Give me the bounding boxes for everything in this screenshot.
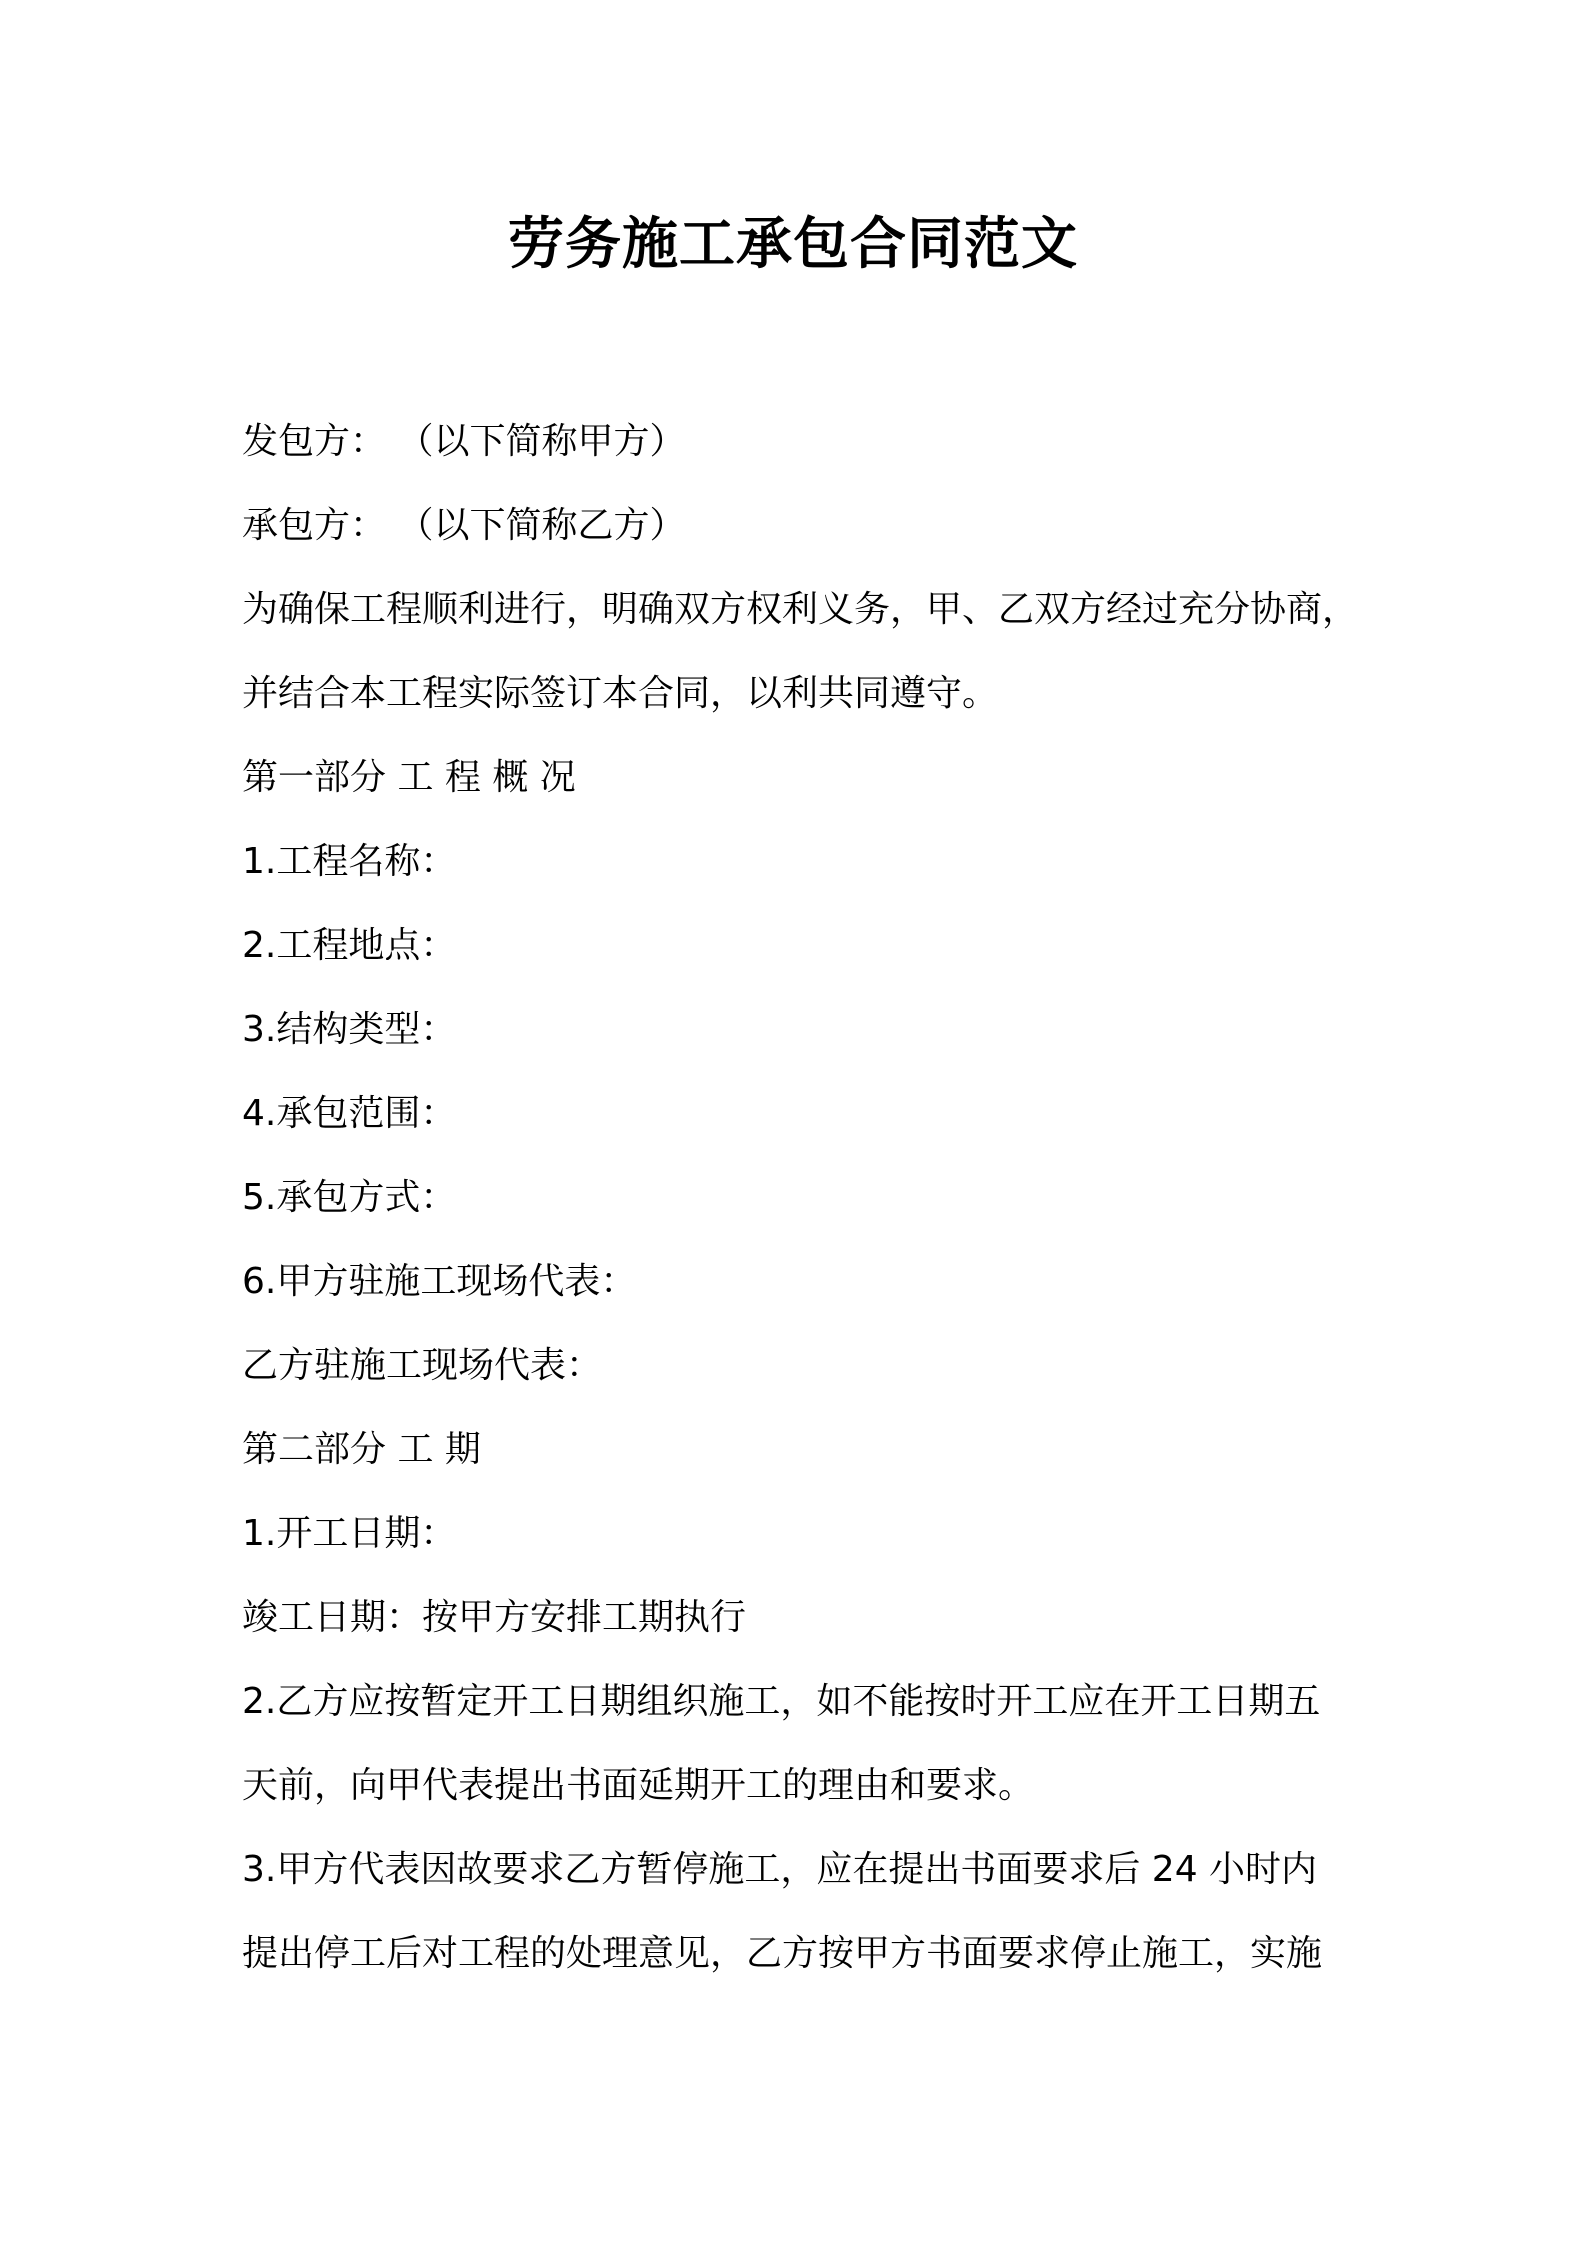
party-b-representative-line: 乙方驻施工现场代表： (242, 1345, 603, 1386)
contract-method-line: 5.承包方式： (242, 1177, 457, 1218)
intro-line-2: 并结合本工程实际签订本合同，以利共同遵守。 (242, 673, 999, 714)
document-title: 劳务施工承包合同范文 (508, 212, 1078, 277)
party-b-line: 承包方： （以下简称乙方） (242, 505, 686, 546)
clause-3-line-1: 3.甲方代表因故要求乙方暂停施工，应在提出书面要求后 24 小时内 (242, 1849, 1318, 1890)
structure-type-line: 3.结构类型： (242, 1009, 457, 1050)
project-location-line: 2.工程地点： (242, 925, 457, 966)
completion-date-line: 竣工日期：按甲方安排工期执行 (242, 1597, 747, 1638)
start-date-line: 1.开工日期： (242, 1513, 457, 1554)
party-a-representative-line: 6.甲方驻施工现场代表： (242, 1261, 637, 1302)
document-body (242, 400, 1362, 1996)
project-name-line: 1.工程名称： (242, 841, 457, 882)
clause-2-line-1: 2.乙方应按暂定开工日期组织施工，如不能按时开工应在开工日期五 (242, 1681, 1321, 1722)
intro-line-1: 为确保工程顺利进行，明确双方权利义务，甲、乙双方经过充分协商， (242, 589, 1359, 630)
section-2-heading: 第二部分 工 期 (242, 1429, 481, 1470)
clause-2-line-2: 天前，向甲代表提出书面延期开工的理由和要求。 (242, 1765, 1035, 1806)
section-1-heading: 第一部分 工 程 概 况 (242, 757, 576, 798)
party-a-line: 发包方： （以下简称甲方） (242, 421, 686, 462)
contract-scope-line: 4.承包范围： (242, 1093, 457, 1134)
clause-3-line-2: 提出停工后对工程的处理意见，乙方按甲方书面要求停止施工，实施 (242, 1933, 1323, 1974)
